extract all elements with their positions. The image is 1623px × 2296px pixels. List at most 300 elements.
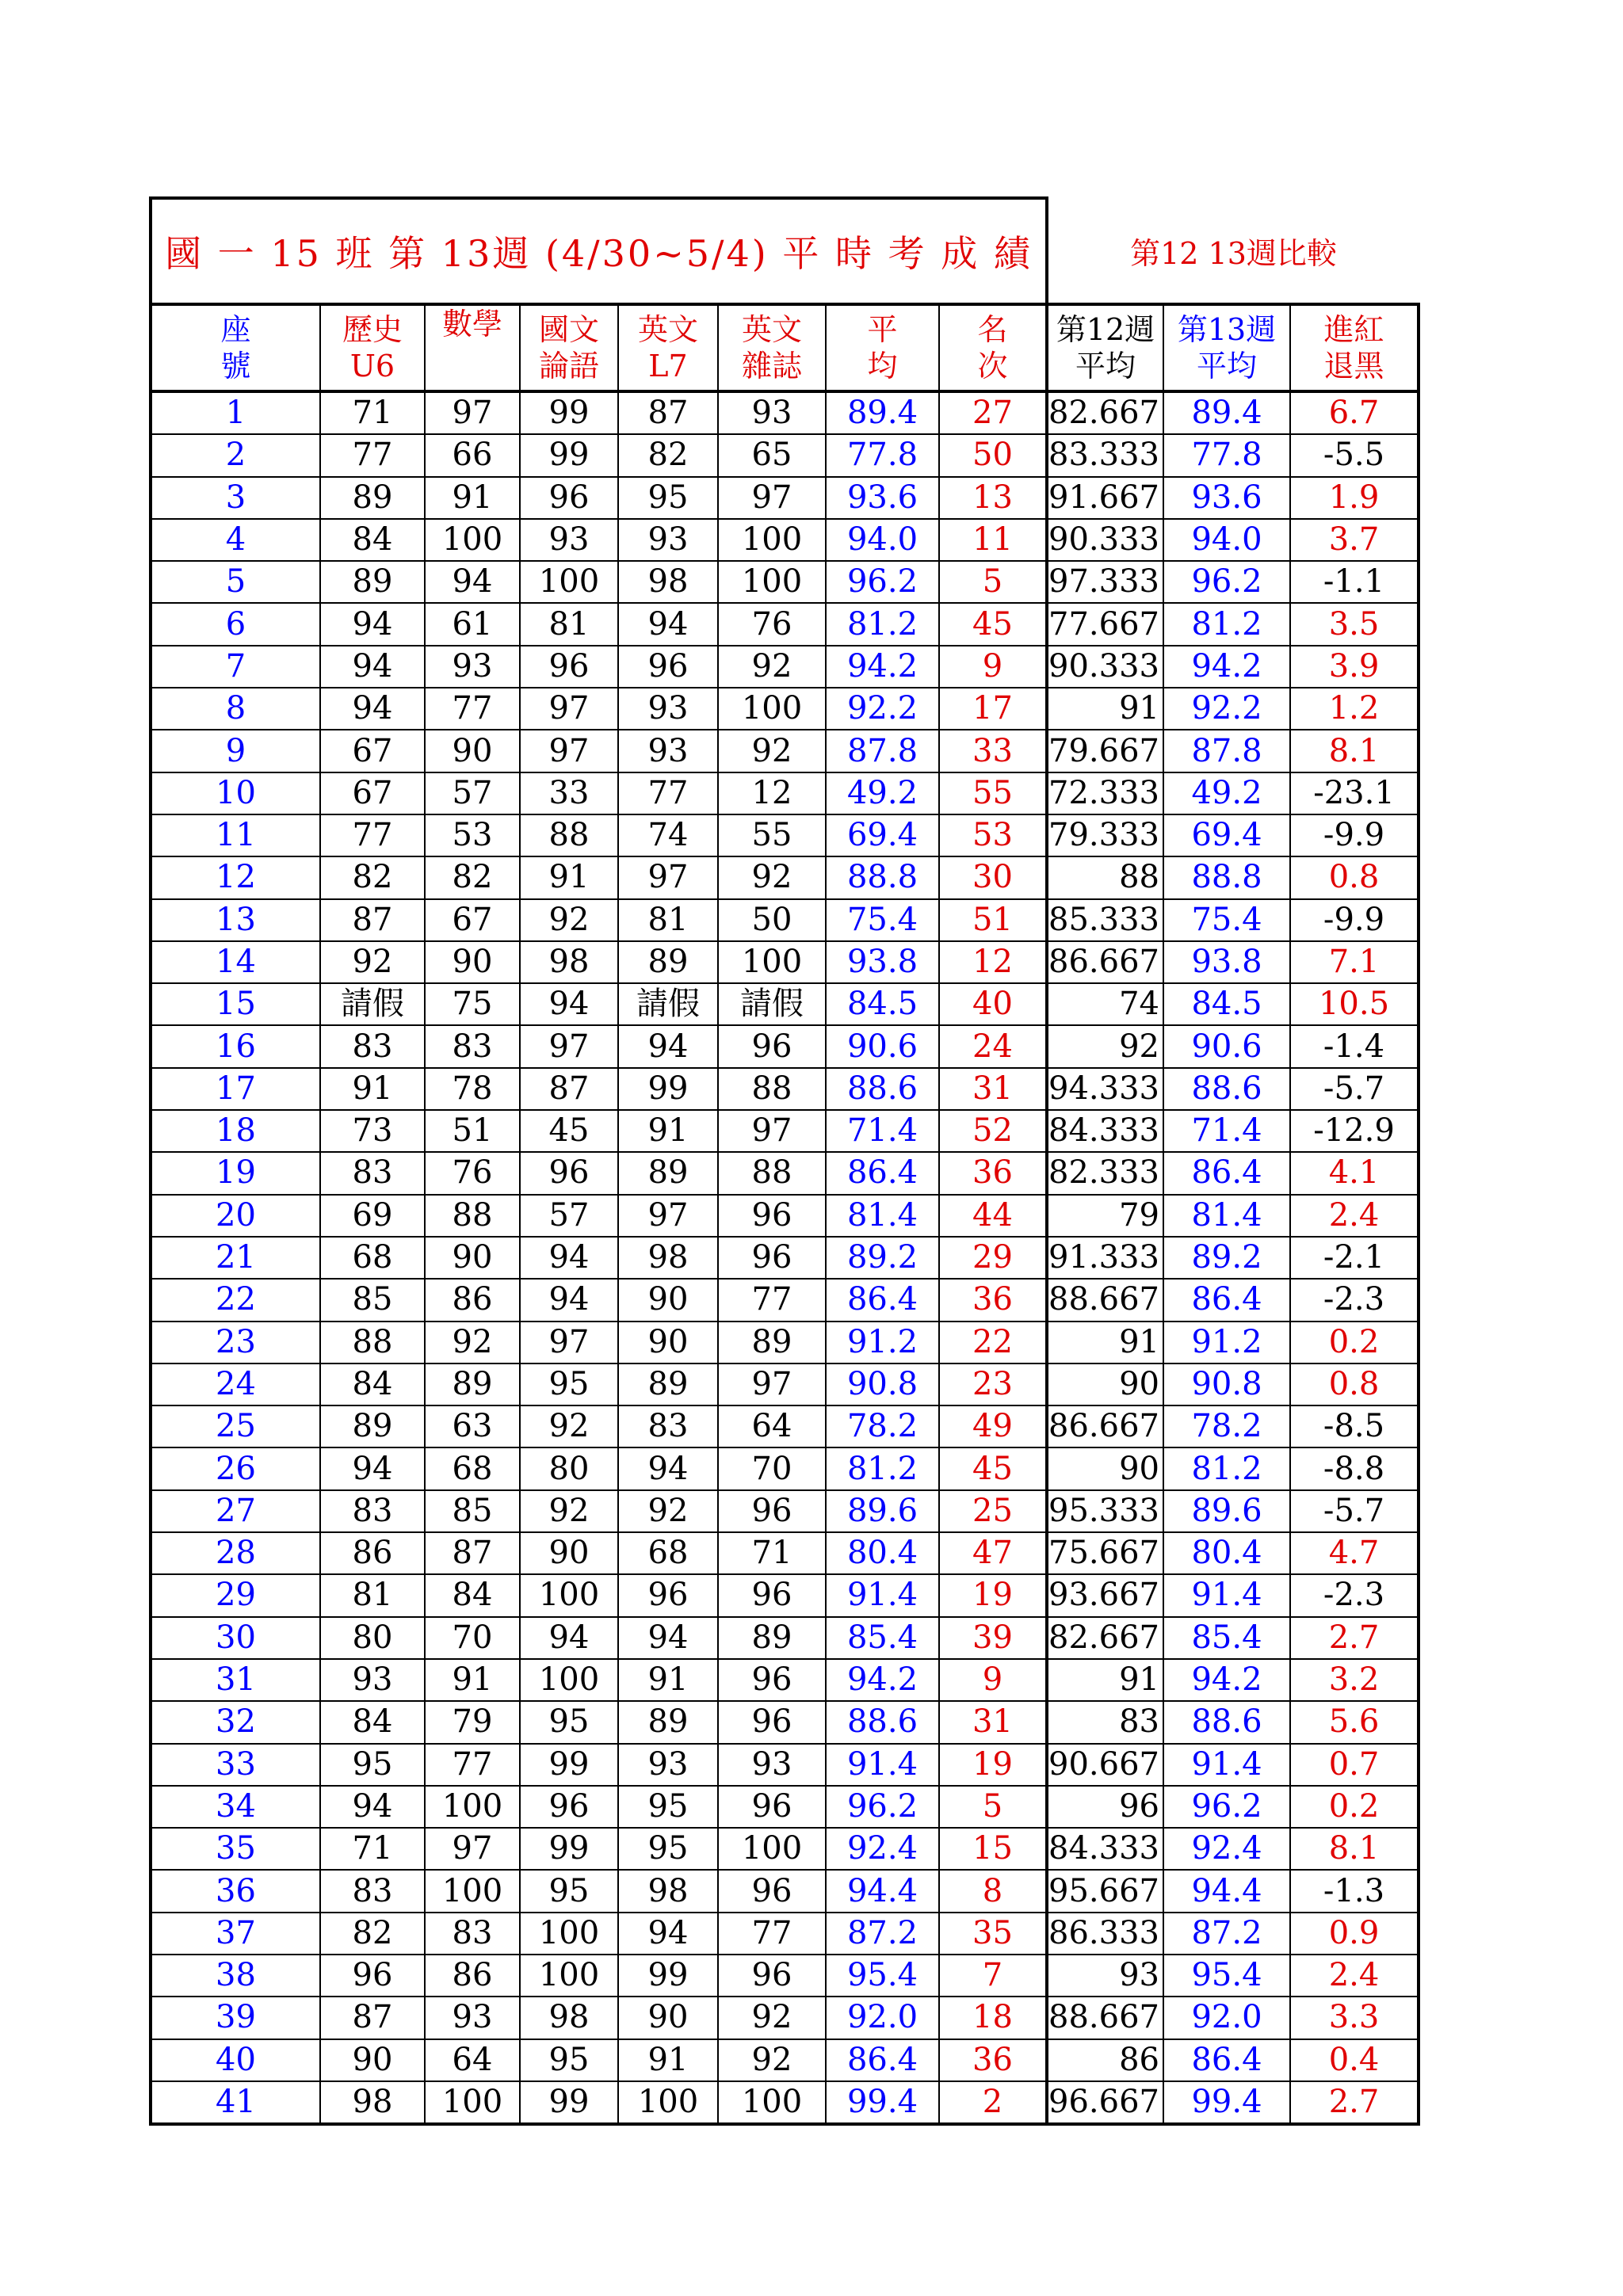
cell-math: 77 [425, 688, 520, 730]
table-row [151, 730, 1419, 772]
cell-history: 91 [320, 1068, 425, 1110]
cell-week13-average: 91.4 [1163, 1744, 1290, 1786]
cell-rank: 17 [939, 688, 1047, 730]
cell-history: 87 [320, 899, 425, 941]
cell-chinese: 96 [520, 1786, 618, 1828]
cell-history: 96 [320, 1955, 425, 1997]
cell-rank: 11 [939, 519, 1047, 561]
cell-seat: 15 [151, 983, 320, 1025]
cell-history: 84 [320, 519, 425, 561]
cell-week12-average: 86.333 [1047, 1913, 1163, 1955]
cell-week13-average: 49.2 [1163, 772, 1290, 814]
cell-math: 90 [425, 1237, 520, 1279]
cell-math: 88 [425, 1195, 520, 1237]
cell-english-l7: 96 [618, 646, 718, 688]
cell-english-magazine: 96 [718, 1955, 826, 1997]
cell-week13-average: 88.8 [1163, 856, 1290, 898]
cell-history: 71 [320, 1828, 425, 1870]
cell-history: 83 [320, 1152, 425, 1194]
cell-seat: 14 [151, 941, 320, 983]
table-row [151, 856, 1419, 898]
table-row [151, 1828, 1419, 1870]
cell-chinese: 80 [520, 1447, 618, 1489]
cell-history: 請假 [320, 983, 425, 1025]
cell-rank: 19 [939, 1574, 1047, 1616]
cell-week12-average: 79.333 [1047, 814, 1163, 856]
cell-seat: 32 [151, 1701, 320, 1743]
table-row [151, 1617, 1419, 1659]
cell-rank: 30 [939, 856, 1047, 898]
cell-rank: 9 [939, 1659, 1047, 1701]
cell-chinese: 97 [520, 1322, 618, 1363]
table-row [151, 899, 1419, 941]
table-row [151, 688, 1419, 730]
cell-history: 90 [320, 2039, 425, 2081]
cell-chinese: 95 [520, 1870, 618, 1912]
cell-rank: 25 [939, 1490, 1047, 1532]
header-math: 數學 [425, 304, 520, 391]
cell-rank: 45 [939, 1447, 1047, 1489]
cell-english-magazine: 89 [718, 1322, 826, 1363]
cell-average: 87.2 [826, 1913, 939, 1955]
cell-seat: 38 [151, 1955, 320, 1997]
cell-change: 3.3 [1290, 1997, 1419, 2039]
cell-change: -2.3 [1290, 1279, 1419, 1321]
table-row [151, 1152, 1419, 1194]
cell-average: 84.5 [826, 983, 939, 1025]
cell-rank: 18 [939, 1997, 1047, 2039]
cell-week12-average: 72.333 [1047, 772, 1163, 814]
cell-rank: 40 [939, 983, 1047, 1025]
cell-english-l7: 93 [618, 730, 718, 772]
cell-average: 81.2 [826, 603, 939, 645]
cell-week12-average: 86 [1047, 2039, 1163, 2081]
cell-chinese: 99 [520, 434, 618, 476]
table-row [151, 983, 1419, 1025]
cell-math: 90 [425, 941, 520, 983]
cell-chinese: 95 [520, 2039, 618, 2081]
cell-average: 89.6 [826, 1490, 939, 1532]
cell-average: 81.4 [826, 1195, 939, 1237]
cell-week13-average: 94.2 [1163, 646, 1290, 688]
cell-change: -1.3 [1290, 1870, 1419, 1912]
cell-seat: 4 [151, 519, 320, 561]
cell-week12-average: 90.333 [1047, 519, 1163, 561]
cell-math: 92 [425, 1322, 520, 1363]
cell-change: 8.1 [1290, 1828, 1419, 1870]
table-row [151, 1025, 1419, 1067]
cell-math: 75 [425, 983, 520, 1025]
cell-change: 3.5 [1290, 603, 1419, 645]
cell-average: 93.6 [826, 477, 939, 519]
cell-week13-average: 96.2 [1163, 1786, 1290, 1828]
cell-change: -23.1 [1290, 772, 1419, 814]
cell-math: 87 [425, 1532, 520, 1574]
cell-week12-average: 93.667 [1047, 1574, 1163, 1616]
cell-average: 88.8 [826, 856, 939, 898]
table-row [151, 814, 1419, 856]
cell-history: 93 [320, 1659, 425, 1701]
cell-rank: 9 [939, 646, 1047, 688]
header-history: 歷史 U6 [320, 304, 425, 391]
cell-english-magazine: 92 [718, 646, 826, 688]
cell-english-l7: 93 [618, 688, 718, 730]
cell-chinese: 81 [520, 603, 618, 645]
cell-average: 71.4 [826, 1110, 939, 1152]
cell-week13-average: 94.4 [1163, 1870, 1290, 1912]
cell-average: 92.0 [826, 1997, 939, 2039]
cell-history: 82 [320, 856, 425, 898]
cell-history: 77 [320, 434, 425, 476]
cell-history: 94 [320, 688, 425, 730]
table-row [151, 1532, 1419, 1574]
cell-chinese: 94 [520, 1617, 618, 1659]
table-row [151, 1068, 1419, 1110]
cell-chinese: 98 [520, 941, 618, 983]
cell-week13-average: 81.4 [1163, 1195, 1290, 1237]
cell-week12-average: 88.667 [1047, 1279, 1163, 1321]
cell-week12-average: 74 [1047, 983, 1163, 1025]
cell-change: 1.2 [1290, 688, 1419, 730]
table-row [151, 1997, 1419, 2039]
cell-english-magazine: 12 [718, 772, 826, 814]
cell-seat: 33 [151, 1744, 320, 1786]
cell-math: 97 [425, 391, 520, 434]
cell-rank: 33 [939, 730, 1047, 772]
cell-average: 75.4 [826, 899, 939, 941]
cell-week13-average: 90.6 [1163, 1025, 1290, 1067]
header-average: 平 均 [826, 304, 939, 391]
cell-week12-average: 90.667 [1047, 1744, 1163, 1786]
cell-average: 87.8 [826, 730, 939, 772]
cell-week12-average: 92 [1047, 1025, 1163, 1067]
cell-english-magazine: 96 [718, 1870, 826, 1912]
cell-week12-average: 86.667 [1047, 1405, 1163, 1447]
cell-math: 100 [425, 2081, 520, 2124]
cell-english-l7: 93 [618, 1744, 718, 1786]
cell-average: 99.4 [826, 2081, 939, 2124]
cell-english-l7: 97 [618, 856, 718, 898]
cell-rank: 55 [939, 772, 1047, 814]
cell-math: 82 [425, 856, 520, 898]
cell-history: 82 [320, 1913, 425, 1955]
cell-math: 83 [425, 1025, 520, 1067]
table-row [151, 1659, 1419, 1701]
cell-math: 68 [425, 1447, 520, 1489]
cell-week12-average: 91 [1047, 688, 1163, 730]
cell-english-magazine: 93 [718, 1744, 826, 1786]
cell-change: 8.1 [1290, 730, 1419, 772]
cell-average: 91.4 [826, 1574, 939, 1616]
cell-english-l7: 98 [618, 1870, 718, 1912]
cell-average: 93.8 [826, 941, 939, 983]
cell-chinese: 92 [520, 1405, 618, 1447]
cell-english-l7: 83 [618, 1405, 718, 1447]
cell-rank: 36 [939, 2039, 1047, 2081]
cell-week13-average: 81.2 [1163, 1447, 1290, 1489]
cell-english-magazine: 97 [718, 477, 826, 519]
cell-seat: 11 [151, 814, 320, 856]
cell-english-magazine: 100 [718, 1828, 826, 1870]
header-rank: 名 次 [939, 304, 1047, 391]
cell-math: 100 [425, 519, 520, 561]
cell-average: 95.4 [826, 1955, 939, 1997]
cell-chinese: 94 [520, 1237, 618, 1279]
cell-english-l7: 請假 [618, 983, 718, 1025]
cell-english-magazine: 96 [718, 1574, 826, 1616]
cell-rank: 5 [939, 561, 1047, 603]
header-row [151, 304, 1419, 391]
cell-rank: 22 [939, 1322, 1047, 1363]
cell-seat: 21 [151, 1237, 320, 1279]
cell-change: 0.9 [1290, 1913, 1419, 1955]
cell-change: 4.1 [1290, 1152, 1419, 1194]
cell-english-l7: 89 [618, 941, 718, 983]
cell-week13-average: 90.8 [1163, 1363, 1290, 1405]
cell-english-l7: 94 [618, 1617, 718, 1659]
cell-chinese: 99 [520, 2081, 618, 2124]
cell-change: -9.9 [1290, 814, 1419, 856]
cell-chinese: 93 [520, 519, 618, 561]
cell-english-magazine: 96 [718, 1025, 826, 1067]
cell-change: 0.8 [1290, 1363, 1419, 1405]
cell-seat: 17 [151, 1068, 320, 1110]
cell-seat: 31 [151, 1659, 320, 1701]
cell-week13-average: 69.4 [1163, 814, 1290, 856]
cell-week13-average: 91.2 [1163, 1322, 1290, 1363]
grades-table [149, 196, 1420, 2126]
cell-math: 91 [425, 1659, 520, 1701]
cell-rank: 49 [939, 1405, 1047, 1447]
grade-sheet [149, 196, 1420, 2126]
cell-history: 89 [320, 1405, 425, 1447]
cell-average: 89.2 [826, 1237, 939, 1279]
cell-history: 71 [320, 391, 425, 434]
cell-rank: 13 [939, 477, 1047, 519]
cell-average: 88.6 [826, 1068, 939, 1110]
cell-rank: 52 [939, 1110, 1047, 1152]
table-row [151, 1195, 1419, 1237]
cell-average: 69.4 [826, 814, 939, 856]
cell-history: 69 [320, 1195, 425, 1237]
cell-english-l7: 82 [618, 434, 718, 476]
cell-week13-average: 78.2 [1163, 1405, 1290, 1447]
cell-english-l7: 91 [618, 1110, 718, 1152]
cell-chinese: 91 [520, 856, 618, 898]
cell-english-l7: 98 [618, 561, 718, 603]
cell-english-l7: 98 [618, 1237, 718, 1279]
table-row [151, 646, 1419, 688]
cell-seat: 6 [151, 603, 320, 645]
cell-rank: 53 [939, 814, 1047, 856]
cell-week12-average: 91.333 [1047, 1237, 1163, 1279]
cell-chinese: 92 [520, 899, 618, 941]
cell-history: 86 [320, 1532, 425, 1574]
cell-rank: 5 [939, 1786, 1047, 1828]
cell-seat: 18 [151, 1110, 320, 1152]
sheet-title: 國 一 15 班 第 13週 (4/30~5/4) 平 時 考 成 績 [151, 198, 1047, 304]
cell-change: 0.2 [1290, 1322, 1419, 1363]
cell-week12-average: 88 [1047, 856, 1163, 898]
cell-change: -1.1 [1290, 561, 1419, 603]
cell-week13-average: 99.4 [1163, 2081, 1290, 2124]
cell-english-magazine: 100 [718, 941, 826, 983]
cell-english-magazine: 97 [718, 1110, 826, 1152]
cell-english-l7: 94 [618, 603, 718, 645]
cell-chinese: 90 [520, 1532, 618, 1574]
cell-math: 86 [425, 1955, 520, 1997]
cell-seat: 10 [151, 772, 320, 814]
cell-week13-average: 85.4 [1163, 1617, 1290, 1659]
table-row [151, 2039, 1419, 2081]
cell-seat: 34 [151, 1786, 320, 1828]
cell-seat: 25 [151, 1405, 320, 1447]
cell-change: -5.7 [1290, 1068, 1419, 1110]
cell-change: 6.7 [1290, 391, 1419, 434]
cell-chinese: 96 [520, 646, 618, 688]
cell-english-l7: 99 [618, 1068, 718, 1110]
cell-week13-average: 93.8 [1163, 941, 1290, 983]
cell-week13-average: 91.4 [1163, 1574, 1290, 1616]
cell-average: 94.2 [826, 1659, 939, 1701]
cell-math: 100 [425, 1786, 520, 1828]
cell-history: 92 [320, 941, 425, 983]
cell-seat: 35 [151, 1828, 320, 1870]
cell-seat: 20 [151, 1195, 320, 1237]
cell-average: 90.8 [826, 1363, 939, 1405]
cell-week12-average: 82.667 [1047, 1617, 1163, 1659]
cell-english-magazine: 96 [718, 1701, 826, 1743]
cell-english-magazine: 77 [718, 1279, 826, 1321]
cell-math: 77 [425, 1744, 520, 1786]
cell-week12-average: 75.667 [1047, 1532, 1163, 1574]
cell-change: -2.1 [1290, 1237, 1419, 1279]
cell-week13-average: 87.8 [1163, 730, 1290, 772]
cell-week13-average: 86.4 [1163, 1152, 1290, 1194]
cell-history: 94 [320, 1786, 425, 1828]
table-row [151, 1363, 1419, 1405]
cell-week12-average: 90.333 [1047, 646, 1163, 688]
cell-rank: 7 [939, 1955, 1047, 1997]
table-row [151, 1870, 1419, 1912]
table-row [151, 1574, 1419, 1616]
table-row [151, 391, 1419, 434]
cell-average: 92.4 [826, 1828, 939, 1870]
cell-chinese: 99 [520, 391, 618, 434]
table-row [151, 1913, 1419, 1955]
cell-chinese: 92 [520, 1490, 618, 1532]
cell-rank: 24 [939, 1025, 1047, 1067]
cell-seat: 8 [151, 688, 320, 730]
cell-seat: 40 [151, 2039, 320, 2081]
cell-history: 80 [320, 1617, 425, 1659]
cell-seat: 19 [151, 1152, 320, 1194]
cell-history: 81 [320, 1574, 425, 1616]
cell-english-l7: 95 [618, 1828, 718, 1870]
cell-week13-average: 77.8 [1163, 434, 1290, 476]
cell-rank: 44 [939, 1195, 1047, 1237]
cell-rank: 23 [939, 1363, 1047, 1405]
cell-chinese: 99 [520, 1828, 618, 1870]
cell-week12-average: 97.333 [1047, 561, 1163, 603]
table-row [151, 2081, 1419, 2124]
cell-english-magazine: 76 [718, 603, 826, 645]
cell-rank: 47 [939, 1532, 1047, 1574]
cell-week12-average: 96.667 [1047, 2081, 1163, 2124]
cell-history: 89 [320, 477, 425, 519]
cell-seat: 27 [151, 1490, 320, 1532]
cell-average: 94.0 [826, 519, 939, 561]
cell-seat: 5 [151, 561, 320, 603]
cell-chinese: 99 [520, 1744, 618, 1786]
table-row [151, 603, 1419, 645]
cell-change: -5.7 [1290, 1490, 1419, 1532]
table-row [151, 1701, 1419, 1743]
cell-week13-average: 89.6 [1163, 1490, 1290, 1532]
cell-change: 2.7 [1290, 1617, 1419, 1659]
cell-change: 0.2 [1290, 1786, 1419, 1828]
cell-english-magazine: 92 [718, 730, 826, 772]
cell-math: 89 [425, 1363, 520, 1405]
cell-english-magazine: 71 [718, 1532, 826, 1574]
cell-chinese: 100 [520, 1913, 618, 1955]
cell-week12-average: 83.333 [1047, 434, 1163, 476]
cell-change: -8.8 [1290, 1447, 1419, 1489]
cell-week12-average: 88.667 [1047, 1997, 1163, 2039]
cell-change: -1.4 [1290, 1025, 1419, 1067]
cell-math: 97 [425, 1828, 520, 1870]
table-row [151, 477, 1419, 519]
cell-week13-average: 89.2 [1163, 1237, 1290, 1279]
cell-week13-average: 88.6 [1163, 1068, 1290, 1110]
cell-week12-average: 91 [1047, 1322, 1163, 1363]
cell-average: 91.2 [826, 1322, 939, 1363]
cell-week12-average: 91 [1047, 1659, 1163, 1701]
cell-history: 87 [320, 1997, 425, 2039]
cell-week13-average: 94.2 [1163, 1659, 1290, 1701]
cell-week13-average: 87.2 [1163, 1913, 1290, 1955]
cell-chinese: 45 [520, 1110, 618, 1152]
cell-chinese: 100 [520, 1955, 618, 1997]
cell-week13-average: 80.4 [1163, 1532, 1290, 1574]
cell-week13-average: 71.4 [1163, 1110, 1290, 1152]
cell-history: 94 [320, 1447, 425, 1489]
cell-english-magazine: 55 [718, 814, 826, 856]
cell-english-l7: 89 [618, 1701, 718, 1743]
table-row [151, 1405, 1419, 1447]
cell-week12-average: 95.667 [1047, 1870, 1163, 1912]
cell-math: 67 [425, 899, 520, 941]
header-english-magazine: 英文 雜誌 [718, 304, 826, 391]
table-row [151, 1955, 1419, 1997]
cell-english-magazine: 97 [718, 1363, 826, 1405]
cell-english-magazine: 92 [718, 2039, 826, 2081]
cell-seat: 22 [151, 1279, 320, 1321]
cell-history: 67 [320, 730, 425, 772]
cell-average: 85.4 [826, 1617, 939, 1659]
cell-rank: 51 [939, 899, 1047, 941]
cell-change: -2.3 [1290, 1574, 1419, 1616]
cell-average: 89.4 [826, 391, 939, 434]
cell-week12-average: 90 [1047, 1363, 1163, 1405]
cell-week12-average: 91.667 [1047, 477, 1163, 519]
cell-history: 83 [320, 1025, 425, 1067]
cell-math: 85 [425, 1490, 520, 1532]
title-row [151, 198, 1419, 304]
cell-seat: 29 [151, 1574, 320, 1616]
cell-change: 5.6 [1290, 1701, 1419, 1743]
cell-english-l7: 89 [618, 1363, 718, 1405]
